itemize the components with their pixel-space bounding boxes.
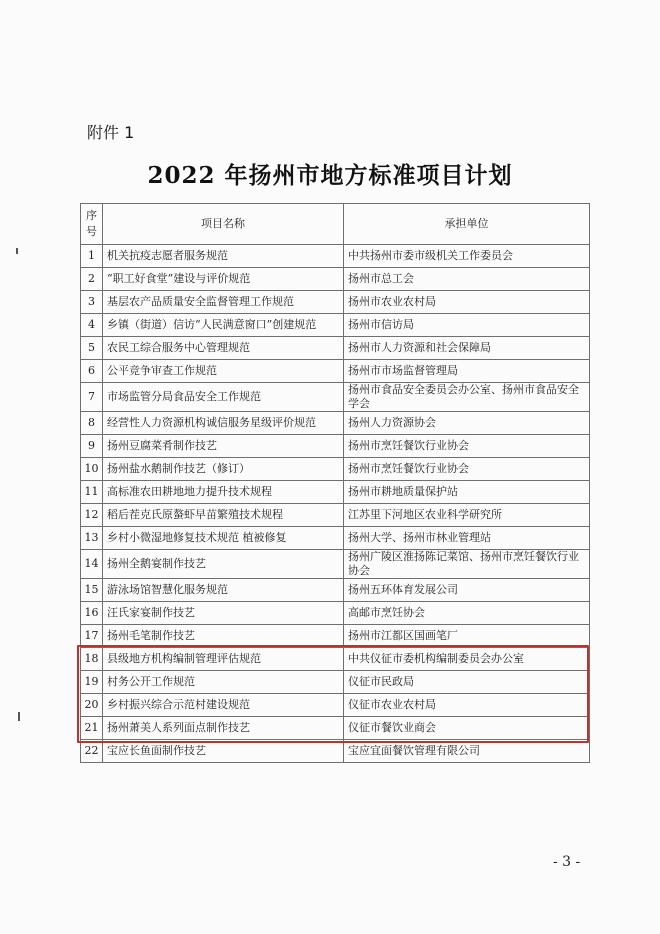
organization-cell: 扬州市市场监督管理局 [344,360,590,383]
project-name-cell: “职工好食堂”建设与评价规范 [103,268,344,291]
table-row [81,579,590,602]
project-name-cell: 扬州萧美人系列面点制作技艺 [103,717,344,740]
project-name-cell: 乡镇（街道）信访“人民满意窗口”创建规范 [103,314,344,337]
table-row [81,435,590,458]
table-row [81,550,590,579]
organization-cell: 扬州市农业农村局 [344,291,590,314]
project-name-cell: 扬州全鹅宴制作技艺 [103,550,344,579]
organization-cell: 仪征市农业农村局 [344,694,590,717]
project-name-cell: 游泳场馆智慧化服务规范 [103,579,344,602]
project-name-cell: 机关抗疫志愿者服务规范 [103,245,344,268]
table-row [81,481,590,504]
project-name-cell: 市场监管分局食品安全工作规范 [103,383,344,412]
table-row [81,268,590,291]
project-name-cell: 扬州毛笔制作技艺 [103,625,344,648]
organization-cell: 扬州市信访局 [344,314,590,337]
table-row [81,602,590,625]
project-name-cell: 经营性人力资源机构诚信服务星级评价规范 [103,412,344,435]
project-name-cell: 扬州盐水鹅制作技艺（修订） [103,458,344,481]
margin-mark [18,712,20,721]
organization-cell: 扬州市人力资源和社会保障局 [344,337,590,360]
highlight-box [77,645,589,743]
project-name-cell: 村务公开工作规范 [103,671,344,694]
header-no: 序 号 [81,204,103,245]
organization-cell: 宝应宜面餐饮管理有限公司 [344,740,590,763]
row-number: 12 [81,504,103,527]
row-number: 7 [81,383,103,412]
organization-cell: 扬州市烹饪餐饮行业协会 [344,435,590,458]
table-row [81,740,590,763]
row-number: 10 [81,458,103,481]
row-number: 14 [81,550,103,579]
row-number: 17 [81,625,103,648]
table-row [81,383,590,412]
organization-cell: 中共扬州市委市级机关工作委员会 [344,245,590,268]
table-row [81,314,590,337]
table-row [81,360,590,383]
document-title: 2022 年扬州市地方标准项目计划 [147,162,513,189]
margin-mark [16,248,18,254]
organization-cell: 高邮市烹饪协会 [344,602,590,625]
row-number: 3 [81,291,103,314]
table-row [81,337,590,360]
row-number: 8 [81,412,103,435]
attachment-label: 附件 1 [87,123,135,142]
row-number: 16 [81,602,103,625]
organization-cell: 仪征市餐饮业商会 [344,717,590,740]
row-number: 13 [81,527,103,550]
row-number: 19 [81,671,103,694]
page-number: - 3 - [553,854,581,870]
organization-cell: 扬州市总工会 [344,268,590,291]
table-row [81,527,590,550]
table-row [81,504,590,527]
organization-cell: 扬州广陵区淮扬陈记菜馆、扬州市烹饪餐饮行业协会 [344,550,590,579]
project-name-cell: 宝应长鱼面制作技艺 [103,740,344,763]
header-organization: 承担单位 [344,204,590,245]
organization-cell: 扬州人力资源协会 [344,412,590,435]
project-name-cell: 乡村小微湿地修复技术规范 植被修复 [103,527,344,550]
row-number: 21 [81,717,103,740]
table-header-row [81,204,590,245]
row-number: 11 [81,481,103,504]
project-name-cell: 县级地方机构编制管理评估规范 [103,648,344,671]
organization-cell: 扬州市烹饪餐饮行业协会 [344,458,590,481]
organization-cell: 扬州市耕地质量保护站 [344,481,590,504]
table-row [81,412,590,435]
organization-cell: 扬州五环体育发展公司 [344,579,590,602]
project-name-cell: 公平竞争审查工作规范 [103,360,344,383]
project-name-cell: 基层农产品质量安全监督管理工作规范 [103,291,344,314]
row-number: 18 [81,648,103,671]
project-name-cell: 扬州豆腐菜肴制作技艺 [103,435,344,458]
organization-cell: 扬州市江都区国画笔厂 [344,625,590,648]
row-number: 15 [81,579,103,602]
row-number: 22 [81,740,103,763]
row-number: 9 [81,435,103,458]
row-number: 5 [81,337,103,360]
table-row [81,245,590,268]
row-number: 6 [81,360,103,383]
organization-cell: 扬州市食品安全委员会办公室、扬州市食品安全学会 [344,383,590,412]
organization-cell: 江苏里下河地区农业科学研究所 [344,504,590,527]
row-number: 4 [81,314,103,337]
organization-cell: 扬州大学、扬州市林业管理站 [344,527,590,550]
row-number: 1 [81,245,103,268]
project-name-cell: 农民工综合服务中心管理规范 [103,337,344,360]
project-name-cell: 高标准农田耕地地力提升技术规程 [103,481,344,504]
header-project-name: 项目名称 [103,204,344,245]
organization-cell: 中共仪征市委机构编制委员会办公室 [344,648,590,671]
table-row [81,458,590,481]
organization-cell: 仪征市民政局 [344,671,590,694]
row-number: 2 [81,268,103,291]
project-name-cell: 汪氏家宴制作技艺 [103,602,344,625]
table-row [81,291,590,314]
row-number: 20 [81,694,103,717]
project-name-cell: 乡村振兴综合示范村建设规范 [103,694,344,717]
project-name-cell: 稻后茬克氏原螯虾早苗繁殖技术规程 [103,504,344,527]
